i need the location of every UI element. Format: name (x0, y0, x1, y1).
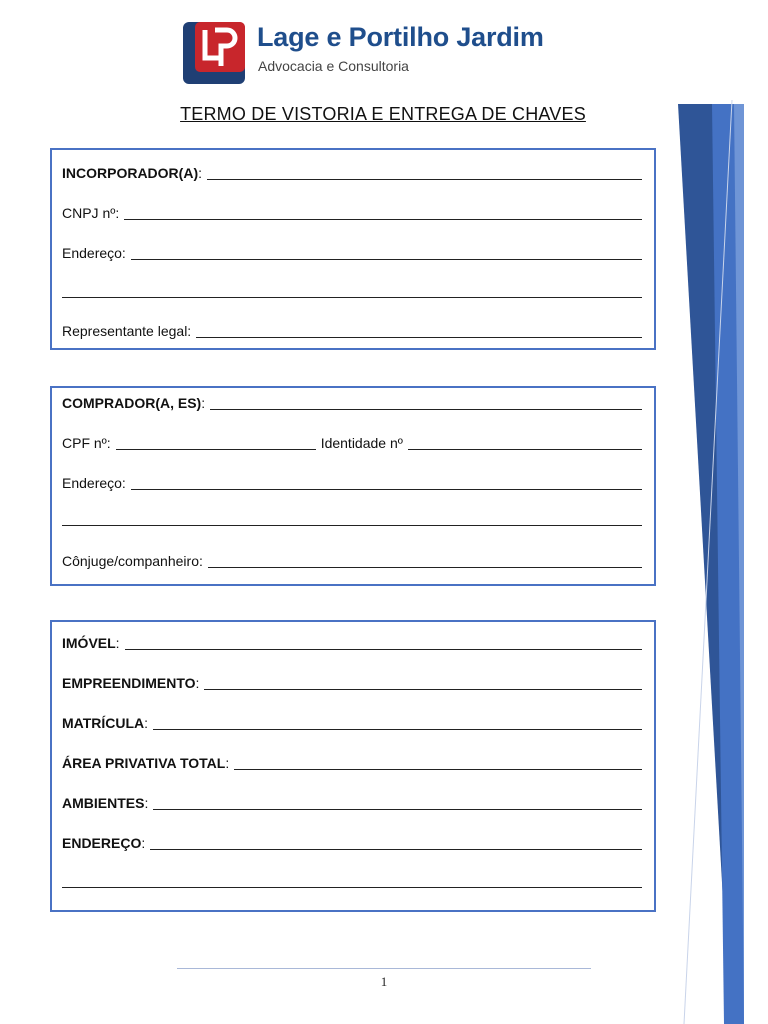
conjuge-blank[interactable] (208, 554, 642, 568)
cpf-label: CPF nº: (62, 435, 111, 451)
conjuge-label: Cônjuge/companheiro: (62, 553, 203, 569)
identidade-blank[interactable] (408, 436, 642, 450)
cnpj-label: CNPJ nº: (62, 205, 120, 221)
area-row: ÁREA PRIVATIVA TOTAL: (62, 754, 642, 772)
empreendimento-row: EMPREENDIMENTO: (62, 674, 642, 692)
ambientes-row: AMBIENTES: (62, 794, 642, 812)
imovel-blank[interactable] (125, 636, 642, 650)
logo-name: Lage e Portilho Jardim (257, 22, 544, 52)
representante-label: Representante legal: (62, 323, 192, 339)
comprador-section (50, 386, 656, 586)
comprador-endereco-continuation (62, 512, 642, 528)
representante-row (62, 322, 642, 340)
cnpj-blank[interactable] (124, 206, 642, 220)
comprador-label: COMPRADOR(A, ES) (62, 395, 202, 411)
imovel-endereco-blank[interactable] (150, 836, 642, 850)
matricula-row: MATRÍCULA: (62, 714, 642, 732)
side-decoration (672, 100, 768, 1024)
imovel-label: IMÓVEL (62, 635, 116, 651)
comprador-row: COMPRADOR(A, ES): (62, 394, 642, 412)
incorporador-endereco-row (62, 244, 642, 262)
cnpj-row (62, 204, 642, 222)
logo-subtitle: Advocacia e Consultoria (258, 58, 409, 74)
comprador-endereco-label: Endereço: (62, 475, 126, 491)
page-number: 1 (380, 974, 388, 989)
cpf-blank[interactable] (116, 436, 316, 450)
imovel-row: IMÓVEL: (62, 634, 642, 652)
matricula-blank[interactable] (153, 716, 642, 730)
document-title: TERMO DE VISTORIA E ENTREGA DE CHAVES (180, 104, 586, 124)
imovel-endereco-blank-2[interactable] (62, 874, 642, 888)
incorporador-endereco-label: Endereço: (62, 245, 126, 261)
area-label: ÁREA PRIVATIVA TOTAL (62, 755, 226, 771)
comprador-endereco-row (62, 474, 642, 492)
conjuge-row (62, 552, 642, 570)
ambientes-blank[interactable] (153, 796, 642, 810)
incorporador-row: INCORPORADOR(A): (62, 164, 642, 182)
ambientes-label: AMBIENTES (62, 795, 145, 811)
empreendimento-blank[interactable] (204, 676, 642, 690)
comprador-endereco-blank[interactable] (131, 476, 642, 490)
incorporador-section (50, 148, 656, 350)
imovel-endereco-row: ENDEREÇO: (62, 834, 642, 852)
area-blank[interactable] (234, 756, 642, 770)
representante-blank[interactable] (196, 324, 642, 338)
incorporador-endereco-blank[interactable] (131, 246, 642, 260)
cpf-identidade-row (62, 434, 642, 452)
identidade-label: Identidade nº (320, 435, 403, 451)
imovel-endereco-label: ENDEREÇO (62, 835, 142, 851)
incorporador-blank[interactable] (207, 166, 642, 180)
company-logo (183, 20, 583, 84)
comprador-endereco-blank-2[interactable] (62, 512, 642, 526)
imovel-endereco-continuation (62, 874, 642, 890)
comprador-blank[interactable] (210, 396, 642, 410)
incorporador-endereco-blank-2[interactable] (62, 284, 642, 298)
empreendimento-label: EMPREENDIMENTO (62, 675, 196, 691)
incorporador-label: INCORPORADOR(A) (62, 165, 199, 181)
matricula-label: MATRÍCULA (62, 715, 145, 731)
lp-monogram-icon (183, 22, 245, 84)
incorporador-endereco-continuation (62, 284, 642, 300)
footer-rule (177, 968, 591, 969)
imovel-section (50, 620, 656, 912)
